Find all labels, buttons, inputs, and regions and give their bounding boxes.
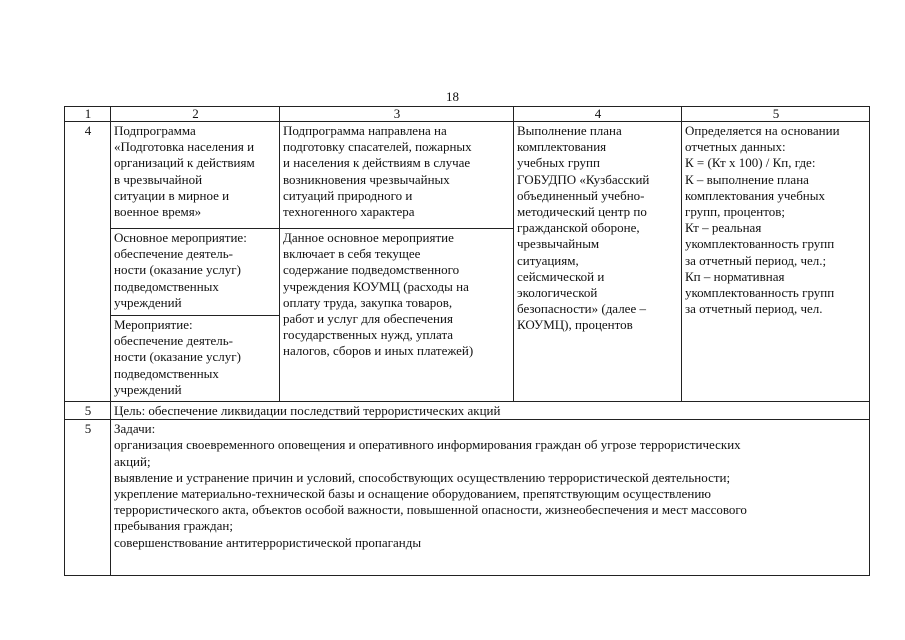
table-header-row: [65, 107, 870, 122]
indicator-line: сейсмической и: [517, 268, 605, 284]
method-line: Кп – нормативная: [685, 268, 785, 284]
main-event-description-line: государственных нужд, уплата: [283, 327, 454, 343]
method-line: Определяется на основании: [685, 123, 840, 138]
indicator-line: экологической: [517, 285, 598, 301]
subprogram-description-line: техногенного характера: [283, 204, 415, 220]
main-event-description-line: содержание подведомственного: [283, 262, 460, 278]
main-event-description-line: учреждения КОУМЦ (расходы на: [283, 278, 469, 294]
main-event-description-line: Данное основное мероприятие: [283, 230, 454, 245]
event-line: ности (оказание услуг): [114, 349, 241, 365]
subprogram-name-cell: [111, 122, 280, 229]
indicator-line: чрезвычайным: [517, 236, 600, 252]
row-number: 4: [65, 122, 111, 402]
main-event-description-line: работ и услуг для обеспечения: [283, 311, 453, 327]
indicator-line: ГОБУДПО «Кузбасский: [517, 171, 650, 187]
main-event-cell: [111, 229, 280, 316]
tasks-line: выявление и устранение причин и условий, способствующих осуществлению террористической деятельности;: [114, 469, 731, 485]
subprogram-description-line: ситуаций природного и: [283, 187, 413, 203]
subprogram-name-line: военное время»: [114, 204, 202, 220]
header-cell-5: 5: [682, 107, 870, 122]
subprogram-name-line: организаций к действиям: [114, 155, 255, 171]
method-line: за отчетный период, чел.;: [685, 252, 827, 268]
method-line: комплектования учебных: [685, 187, 825, 203]
tasks-cell: [111, 420, 870, 576]
event-line: подведомственных: [114, 365, 219, 381]
subprogram-description-line: Подпрограмма направлена на: [283, 123, 447, 138]
subprogram-description-cell: [280, 122, 514, 229]
method-line: К = (Кт х 100) / Кп, где:: [685, 155, 816, 171]
goal-cell: [111, 402, 870, 420]
indicator-line: ситуациям,: [517, 252, 579, 268]
method-line: Кт – реальная: [685, 220, 762, 236]
subprogram-name-line: в чрезвычайной: [114, 171, 203, 187]
header-cell-1: 1: [65, 107, 111, 122]
row-number: 5: [65, 402, 111, 420]
event-line: Мероприятие:: [114, 317, 193, 332]
tasks-line: Задачи:: [114, 421, 156, 437]
event-cell: [111, 316, 280, 402]
goal-text: Цель: обеспечение ликвидации последствий террористических акций: [114, 403, 501, 418]
indicator-line: учебных групп: [517, 155, 600, 171]
subprogram-description-line: подготовку спасателей, пожарных: [283, 139, 472, 155]
indicator-line: Выполнение плана: [517, 123, 622, 138]
indicator-line: объединенный учебно-: [517, 187, 645, 203]
table-row-goal: [65, 402, 870, 420]
method-line: укомплектованность групп: [685, 236, 835, 252]
main-event-description-line: включает в себя текущее: [283, 246, 421, 262]
header-cell-3: 3: [280, 107, 514, 122]
row-number: 5: [65, 420, 111, 576]
main-event-line: обеспечение деятель-: [114, 246, 234, 262]
subprogram-name-line: ситуации в мирное и: [114, 187, 230, 203]
main-event-line: подведомственных: [114, 278, 219, 294]
event-line: учреждений: [114, 381, 182, 397]
page-number: 18: [446, 89, 459, 104]
indicator-line: КОУМЦ), процентов: [517, 317, 633, 333]
subprogram-name-line: «Подготовка населения и: [114, 139, 255, 155]
method-line: К – выполнение плана: [685, 171, 809, 187]
event-line: обеспечение деятель-: [114, 333, 234, 349]
indicator-line: безопасности» (далее –: [517, 301, 646, 317]
main-event-line: учреждений: [114, 294, 182, 310]
indicator-line: гражданской обороне,: [517, 220, 640, 236]
header-cell-2: 2: [111, 107, 280, 122]
tasks-line: пребывания граждан;: [114, 518, 233, 534]
main-event-line: ности (оказание услуг): [114, 262, 241, 278]
tasks-line: организация своевременного оповещения и оперативного информирования граждан об угрозе террористических: [114, 437, 741, 453]
indicator-cell: [514, 122, 682, 402]
method-line: за отчетный период, чел.: [685, 301, 823, 317]
method-cell: [682, 122, 870, 402]
header-cell-4: 4: [514, 107, 682, 122]
method-line: групп, процентов;: [685, 204, 785, 220]
indicator-line: методический центр по: [517, 204, 647, 220]
method-line: укомплектованность групп: [685, 285, 835, 301]
main-event-description-cell: [280, 229, 514, 402]
subprogram-name-line: Подпрограмма: [114, 123, 196, 138]
table-row-subprogram: [65, 122, 870, 229]
tasks-line: террористического акта, объектов особой важности, повышенной опасности, жизнеобеспечения и мест массового: [114, 502, 747, 518]
tasks-line: укрепление материально-технической базы и оснащение оборудованием, препятствующим осуществлению: [114, 486, 712, 502]
main-event-line: Основное мероприятие:: [114, 230, 247, 245]
tasks-line: акций;: [114, 453, 151, 469]
main-event-description-line: оплату труда, закупка товаров,: [283, 294, 453, 310]
subprogram-description-line: возникновения чрезвычайных: [283, 171, 450, 187]
table-row-tasks: [65, 420, 870, 576]
indicator-line: комплектования: [517, 139, 607, 155]
tasks-line: совершенствование антитеррористической пропаганды: [114, 534, 422, 550]
method-line: отчетных данных:: [685, 139, 786, 155]
program-table: [64, 106, 870, 576]
main-event-description-line: налогов, сборов и иных платежей): [283, 343, 474, 359]
subprogram-description-line: и населения к действиям в случае: [283, 155, 471, 171]
